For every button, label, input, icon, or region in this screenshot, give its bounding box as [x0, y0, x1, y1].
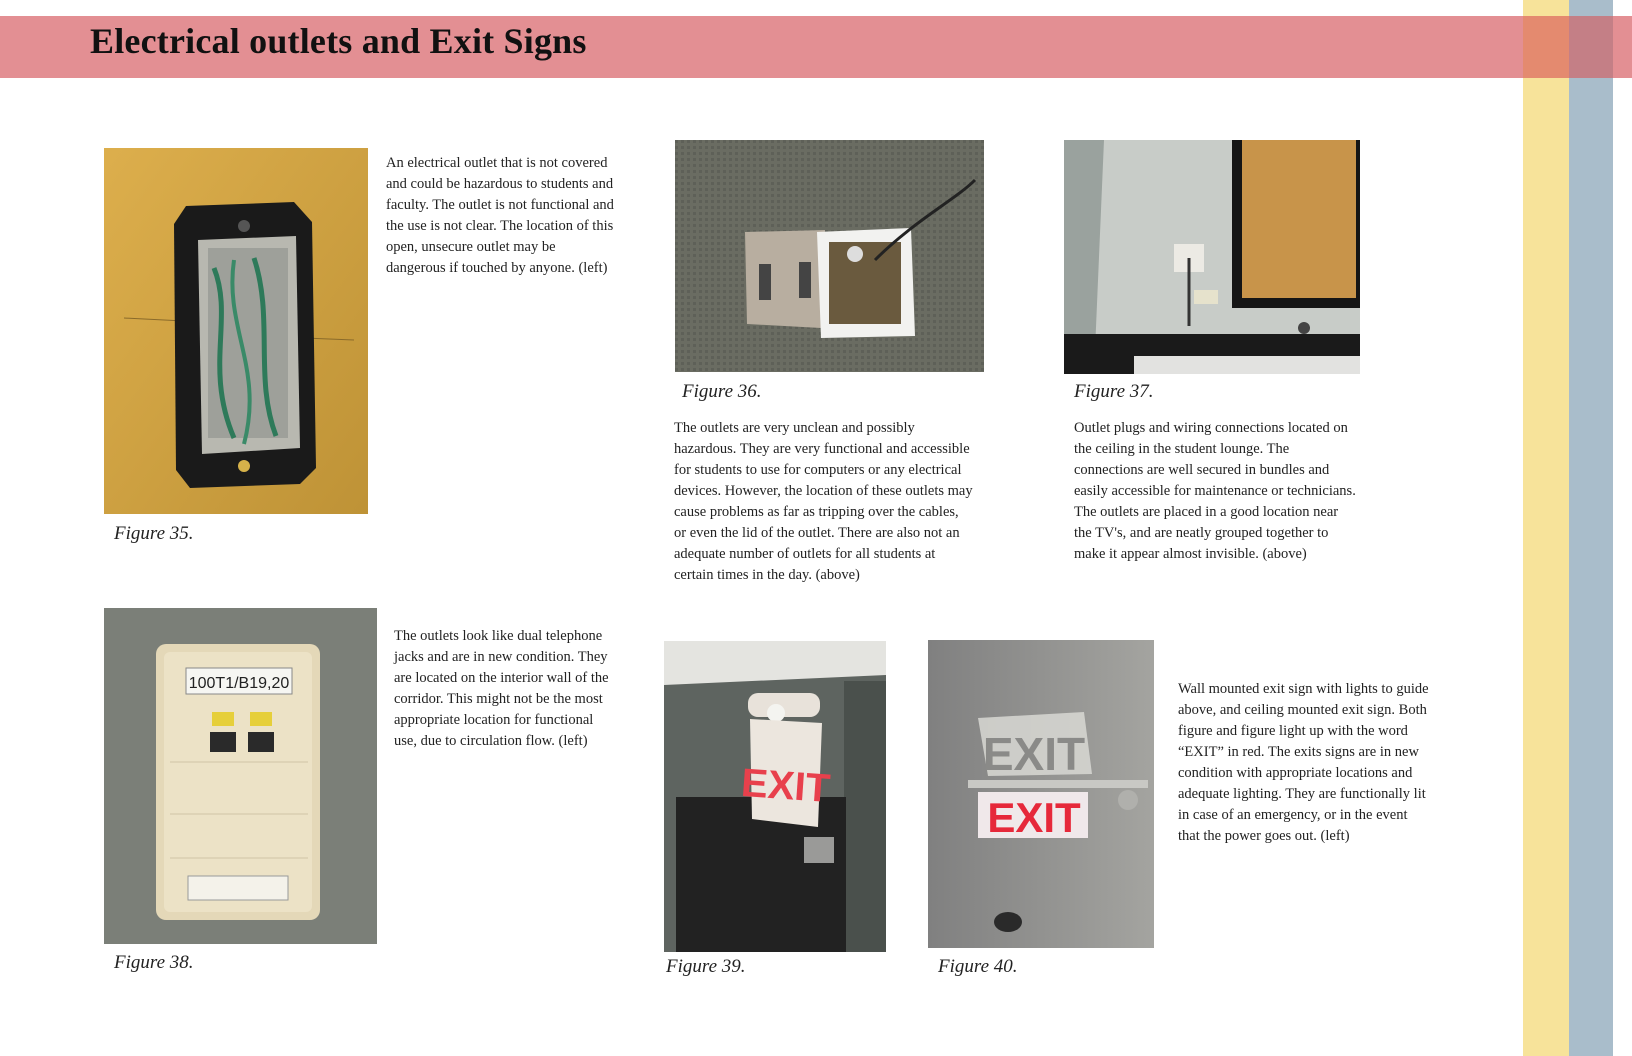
figure-40-description: Wall mounted exit sign with lights to guide above, and ceiling mounted exit sign. Both figure and figure light up with the word “EXIT” in red. The exits signs are in new condition with appropriate locations and adequate lighting. They are functionally lit in case of an emergency, or in the event that the power goes out. (left) — [1178, 681, 1429, 844]
figure-38-caption: Figure 38. — [114, 952, 194, 973]
figure-39-exit-sign-text: EXIT — [739, 760, 832, 812]
figure-36-description: The outlets are very unclean and possibly hazardous. They are very functional and accessible for students to use for computers or any electrical devices. However, the location of these outlets may cause problems as far as tripping over the cables, or even the lid of the outlet. There are also not an adequate number of outlets for all students at certain times in the day. (above) — [674, 420, 973, 583]
figure-37-description: Outlet plugs and wiring connections located on the ceiling in the student lounge. The connections are well secured in bundles and easily accessible for maintenance or technicians. The outlets are placed in a good location near the TV's, and are neatly grouped together to make it appear almost invisible. (above) — [1074, 420, 1356, 562]
jack-label-text: 100T1/B19,20 — [188, 675, 290, 692]
figure-36-photo — [675, 140, 984, 372]
figure-35-caption: Figure 35. — [114, 523, 194, 544]
figure-38-photo — [104, 608, 377, 944]
page-title: Electrical outlets and Exit Signs — [90, 21, 587, 61]
figure-37-caption: Figure 37. — [1074, 381, 1154, 402]
figure-36-caption: Figure 36. — [682, 381, 762, 402]
figure-35-photo — [104, 148, 368, 514]
figure-40-exit-sign-text: EXIT — [987, 794, 1081, 841]
figure-39-photo — [664, 641, 886, 952]
yellow-stripe — [1523, 0, 1569, 1056]
figure-39-caption: Figure 39. — [666, 956, 746, 977]
figure-40-caption: Figure 40. — [938, 956, 1018, 977]
figure-40-photo — [928, 640, 1154, 948]
stripe-overlap-yellow — [1523, 16, 1569, 78]
figure-38-description: The outlets look like dual telephone jacks and are in new condition. They are located on the interior wall of the corridor. This might not be the most appropriate location for functional use, due to circulation flow. (left) — [394, 628, 609, 749]
figure-37-photo — [1064, 140, 1360, 374]
blue-stripe — [1569, 0, 1613, 1056]
figure-35-description: An electrical outlet that is not covered and could be hazardous to students and faculty. The outlet is not functional and the use is not clear. The location of this open, unsecure outlet may be dangerous if touched by anyone. (left) — [386, 155, 614, 276]
figure-40-exit-reflection-text: EXIT — [982, 728, 1086, 780]
stripe-overlap-blue — [1569, 16, 1613, 78]
